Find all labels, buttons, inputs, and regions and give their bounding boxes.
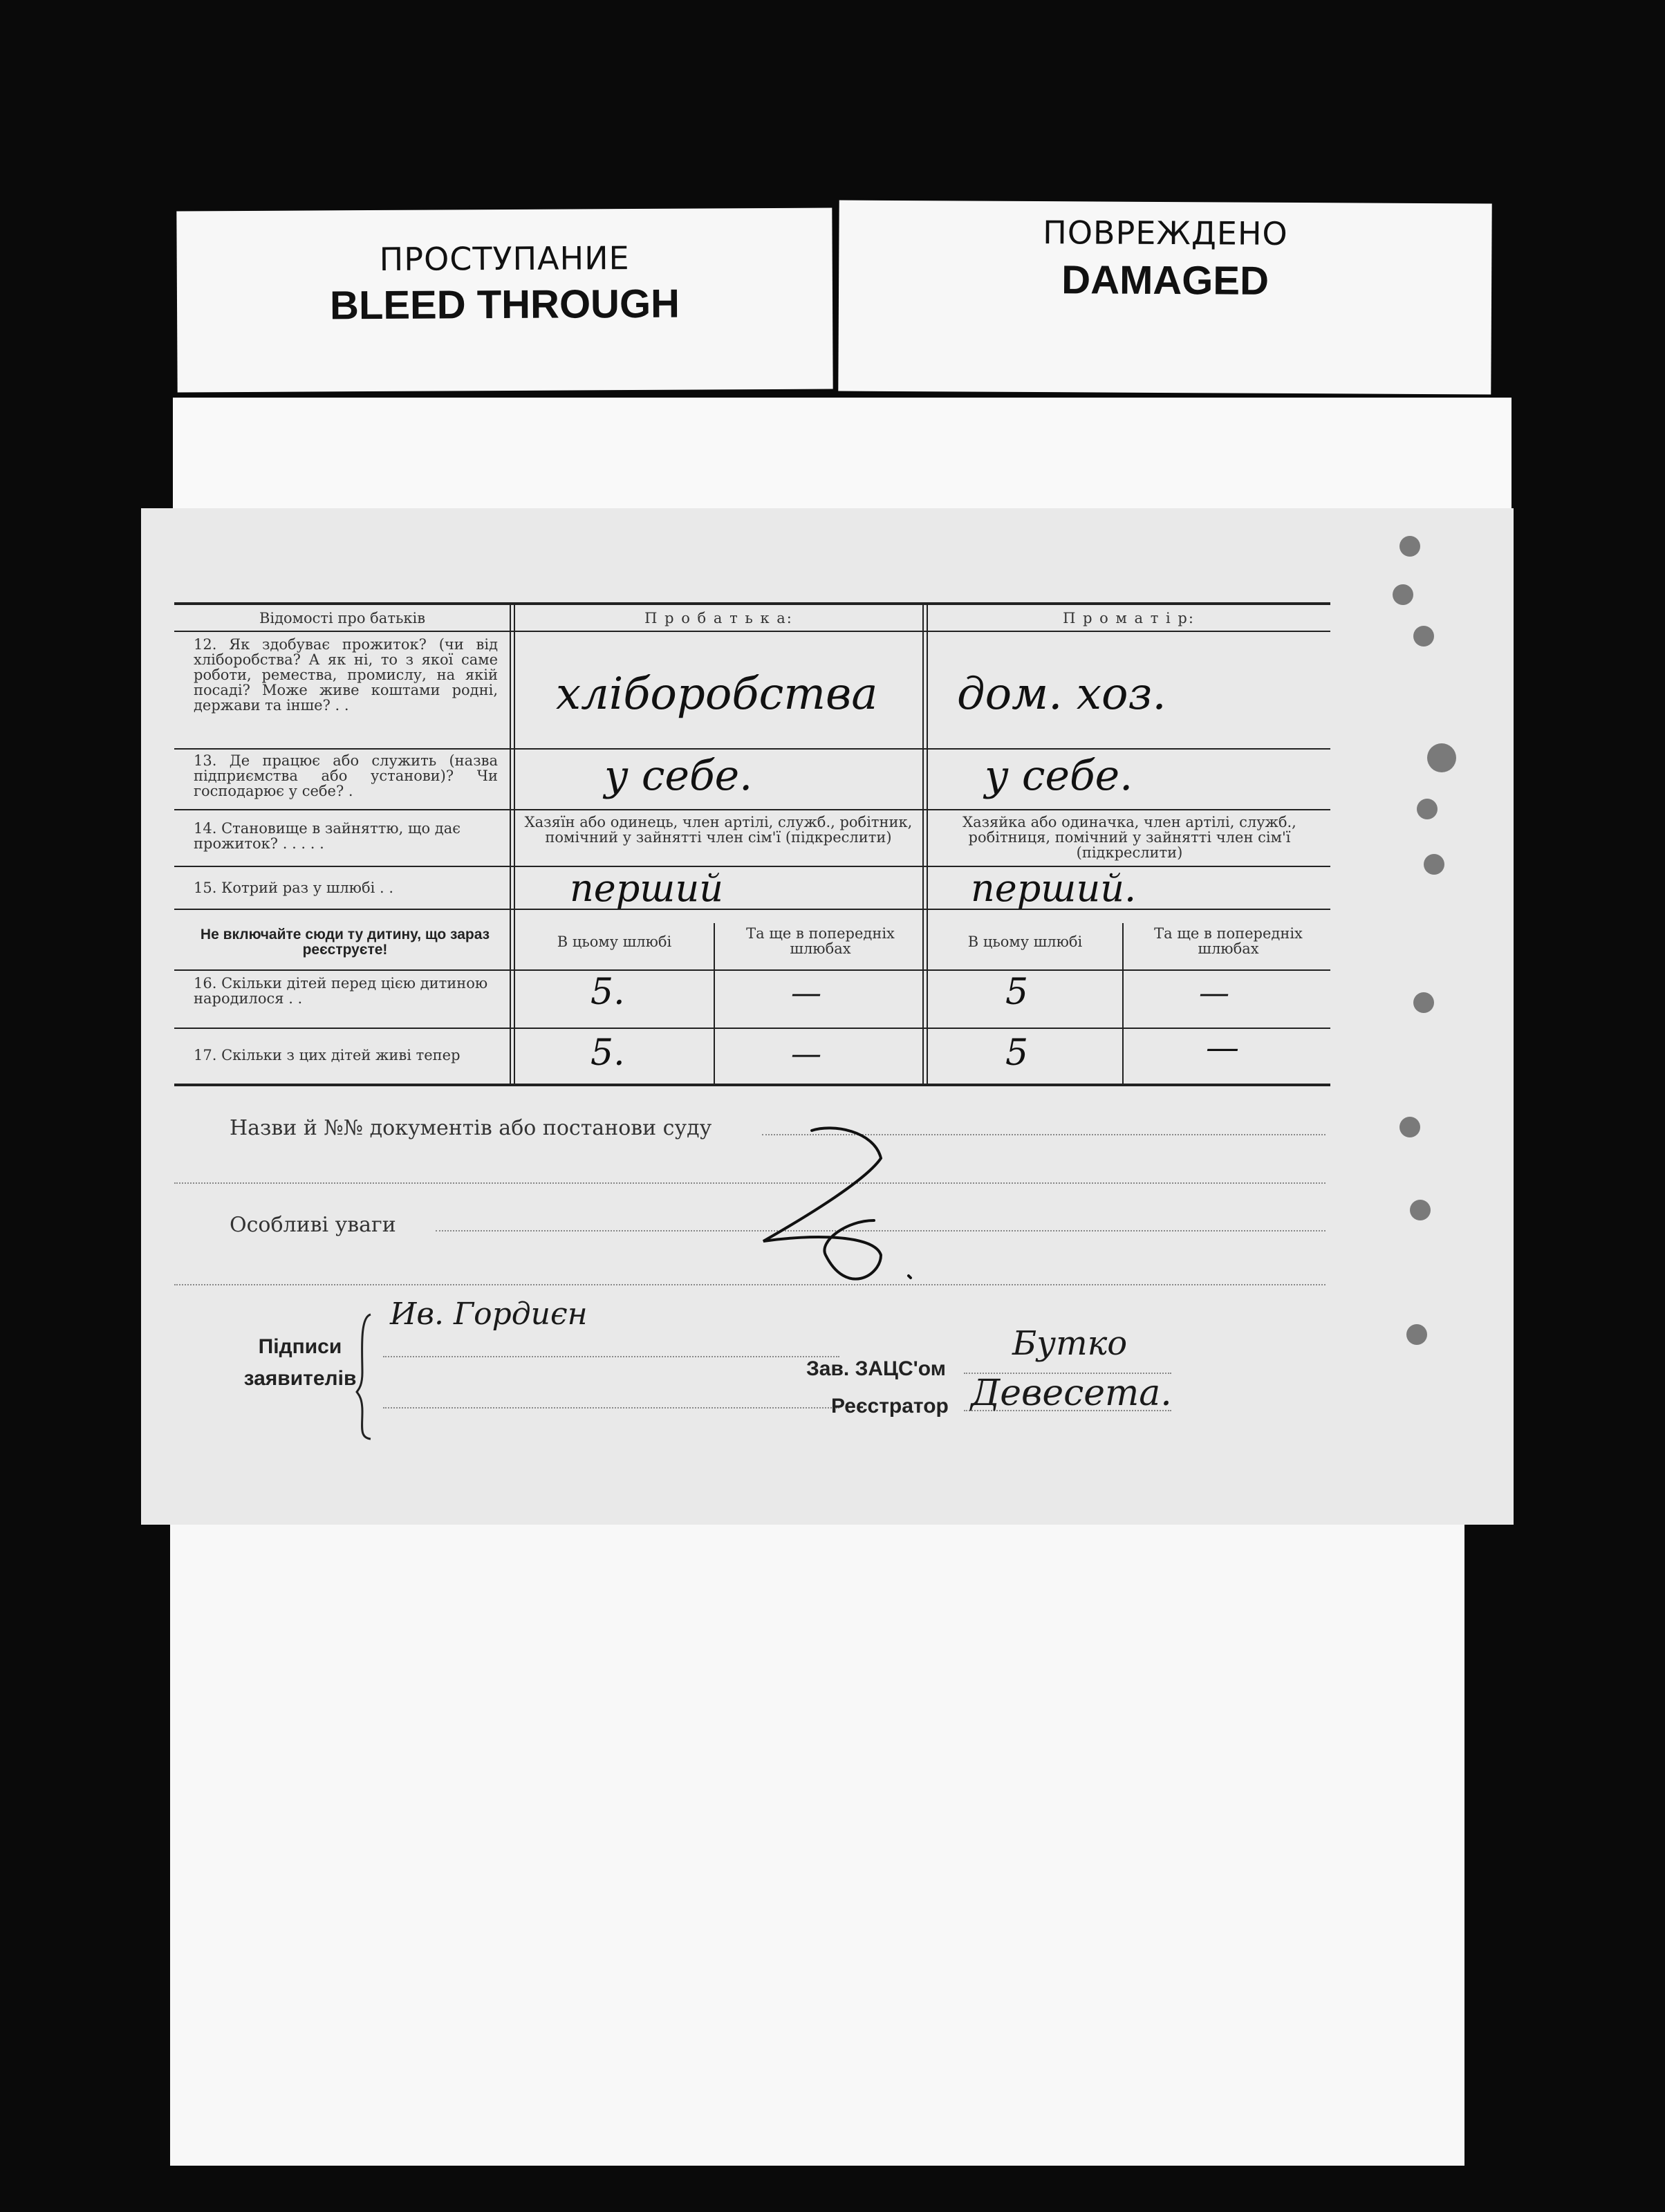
father-children-born-previous: — — [791, 976, 821, 1011]
signatures-brace — [355, 1310, 376, 1442]
question-16: 16. Скільки дітей перед цією дитиною народилося . . — [194, 975, 488, 1007]
father-children-living-previous: — — [791, 1037, 821, 1072]
header-mother: П р о м а т і р: — [1063, 610, 1195, 626]
bleed-through-ru: ПРОСТУПАНИЕ — [379, 239, 630, 278]
question-14: 14. Становище в зайняттю, що дає прожиток? . . . . . — [194, 820, 461, 852]
mother-current-marriage-header: В цьому шлюбі — [967, 933, 1083, 950]
signatures-label-line-2: заявителів — [243, 1367, 357, 1390]
question-17: 17. Скільки з цих дітей живі тепер — [194, 1047, 461, 1063]
mother-children-living-previous: — — [1206, 1028, 1239, 1067]
applicant-signature-line-1 — [383, 1356, 839, 1357]
mother-children-living-current: 5 — [1005, 1032, 1029, 1074]
head-label: Зав. ЗАЦС'ом — [806, 1357, 946, 1380]
damaged-en: DAMAGED — [1061, 257, 1269, 304]
question-15: 15. Котрий раз у шлюбі . . — [194, 880, 394, 896]
father-workplace: у себе. — [604, 752, 753, 800]
father-current-marriage-header: В цьому шлюбі — [557, 933, 672, 950]
header-father: П р о б а т ь к а: — [644, 610, 793, 626]
mother-employment-status: Хазяйка або одиначка, член артілі, служб., робітниця, помічний у зайнятті член сім'ї (підкреслити) — [962, 814, 1296, 861]
damaged-ru: ПОВРЕЖДЕНО — [1043, 214, 1288, 252]
mother-workplace: у себе. — [985, 752, 1133, 800]
documents-label: Назви й №№ документів або постанови суду — [230, 1116, 712, 1140]
head-signature: Бутко — [1012, 1324, 1128, 1363]
blank-section-scribble — [708, 1117, 985, 1338]
bleed-through-en: BLEED THROUGH — [329, 281, 680, 328]
signatures-label-line-1: Підписи — [258, 1335, 342, 1358]
exclude-note: Не включайте сюди ту дитину, що зараз реєструєте! — [200, 927, 490, 958]
applicant-signature: Ив. Гордиєн — [390, 1296, 588, 1332]
registration-form-card — [141, 508, 1514, 1525]
question-12: 12. Як здобуває прожиток? (чи від хліборобства? А як ні, то з якої саме роботи, ремества, промислу, на якій посаді? Може живе коштами родні, держави та інше? . . — [194, 636, 498, 714]
father-children-living-current: 5. — [590, 1032, 625, 1074]
registrar-label: Реєстратор — [831, 1395, 949, 1418]
registrar-signature: Девесета. — [971, 1373, 1172, 1414]
backing-sheet — [170, 1466, 1464, 2166]
father-employment-status: Хазяїн або одинець, член артілі, служб., робітник, помічний у зайнятті член сім'ї (підкреслити) — [524, 814, 913, 846]
father-marriage-count: перший — [570, 866, 724, 910]
mother-children-born-current: 5 — [1005, 972, 1029, 1013]
father-occupation: хліборобства — [556, 669, 878, 720]
question-13: 13. Де працює або служить (назва підприємства або установи)? Чи господарює у себе? . — [194, 752, 498, 799]
bleed-through-label — [176, 208, 832, 393]
mother-occupation: дом. хоз. — [957, 669, 1166, 720]
signatures-label — [238, 1335, 362, 1391]
applicant-signature-line-2 — [383, 1407, 839, 1409]
mother-children-born-previous: — — [1199, 976, 1229, 1011]
mother-previous-marriages-header: Та ще в попередніх шлюбах — [1154, 925, 1303, 957]
damaged-label — [838, 201, 1491, 395]
father-children-born-current: 5. — [590, 972, 625, 1013]
father-previous-marriages-header: Та ще в попередніх шлюбах — [746, 925, 895, 957]
remarks-label: Особливі уваги — [230, 1213, 396, 1237]
blank-sheet — [173, 398, 1511, 510]
header-parents-info: Відомості про батьків — [259, 610, 426, 626]
mother-marriage-count: перший. — [971, 866, 1137, 910]
